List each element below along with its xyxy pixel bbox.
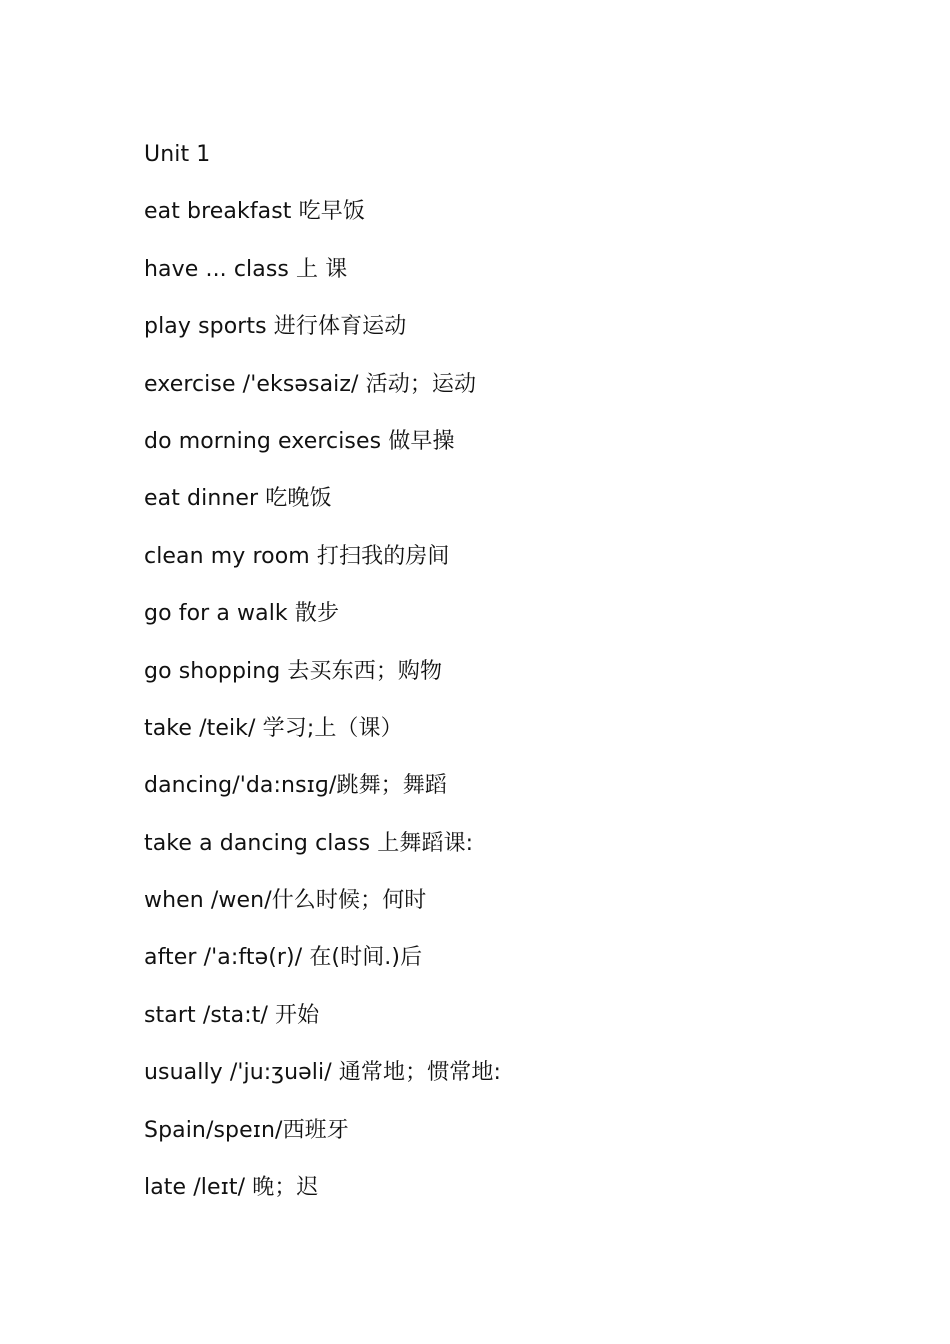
unit-title: Unit 1	[144, 142, 211, 167]
vocab-entry: exercise /'eksəsaiz/ 活动；运动	[144, 371, 477, 397]
vocab-entry: dancing/'da:nsɪɡ/跳舞；舞蹈	[144, 773, 447, 799]
vocab-entry: Spain/speɪn/西班牙	[144, 1117, 349, 1143]
vocab-entry: when /wen/什么时候；何时	[144, 888, 427, 914]
vocab-entry: clean my room 打扫我的房间	[144, 543, 450, 569]
vocab-entry: usually /'ju:ʒuəli/ 通常地；惯常地:	[144, 1060, 502, 1086]
vocab-entry: late /leɪt/ 晚；迟	[144, 1175, 319, 1201]
vocab-entry: start /sta:t/ 开始	[144, 1002, 320, 1028]
vocab-entry: take /teik/ 学习;上（课）	[144, 715, 403, 741]
vocab-entry: go for a walk 散步	[144, 601, 340, 627]
vocab-entry: go shopping 去买东西；购物	[144, 658, 443, 684]
vocab-entry: do morning exercises 做早操	[144, 428, 455, 454]
vocab-entry: play sports 进行体育运动	[144, 314, 407, 340]
vocab-entry: take a dancing class 上舞蹈课:	[144, 830, 474, 856]
vocabulary-list	[144, 136, 864, 1226]
vocab-entry: eat dinner 吃晚饭	[144, 486, 332, 512]
vocab-entry: eat breakfast 吃早饭	[144, 199, 365, 225]
vocab-entry: have ... class 上 课	[144, 256, 348, 282]
vocab-entry: after /'a:ftə(r)/ 在(时间.)后	[144, 945, 423, 971]
